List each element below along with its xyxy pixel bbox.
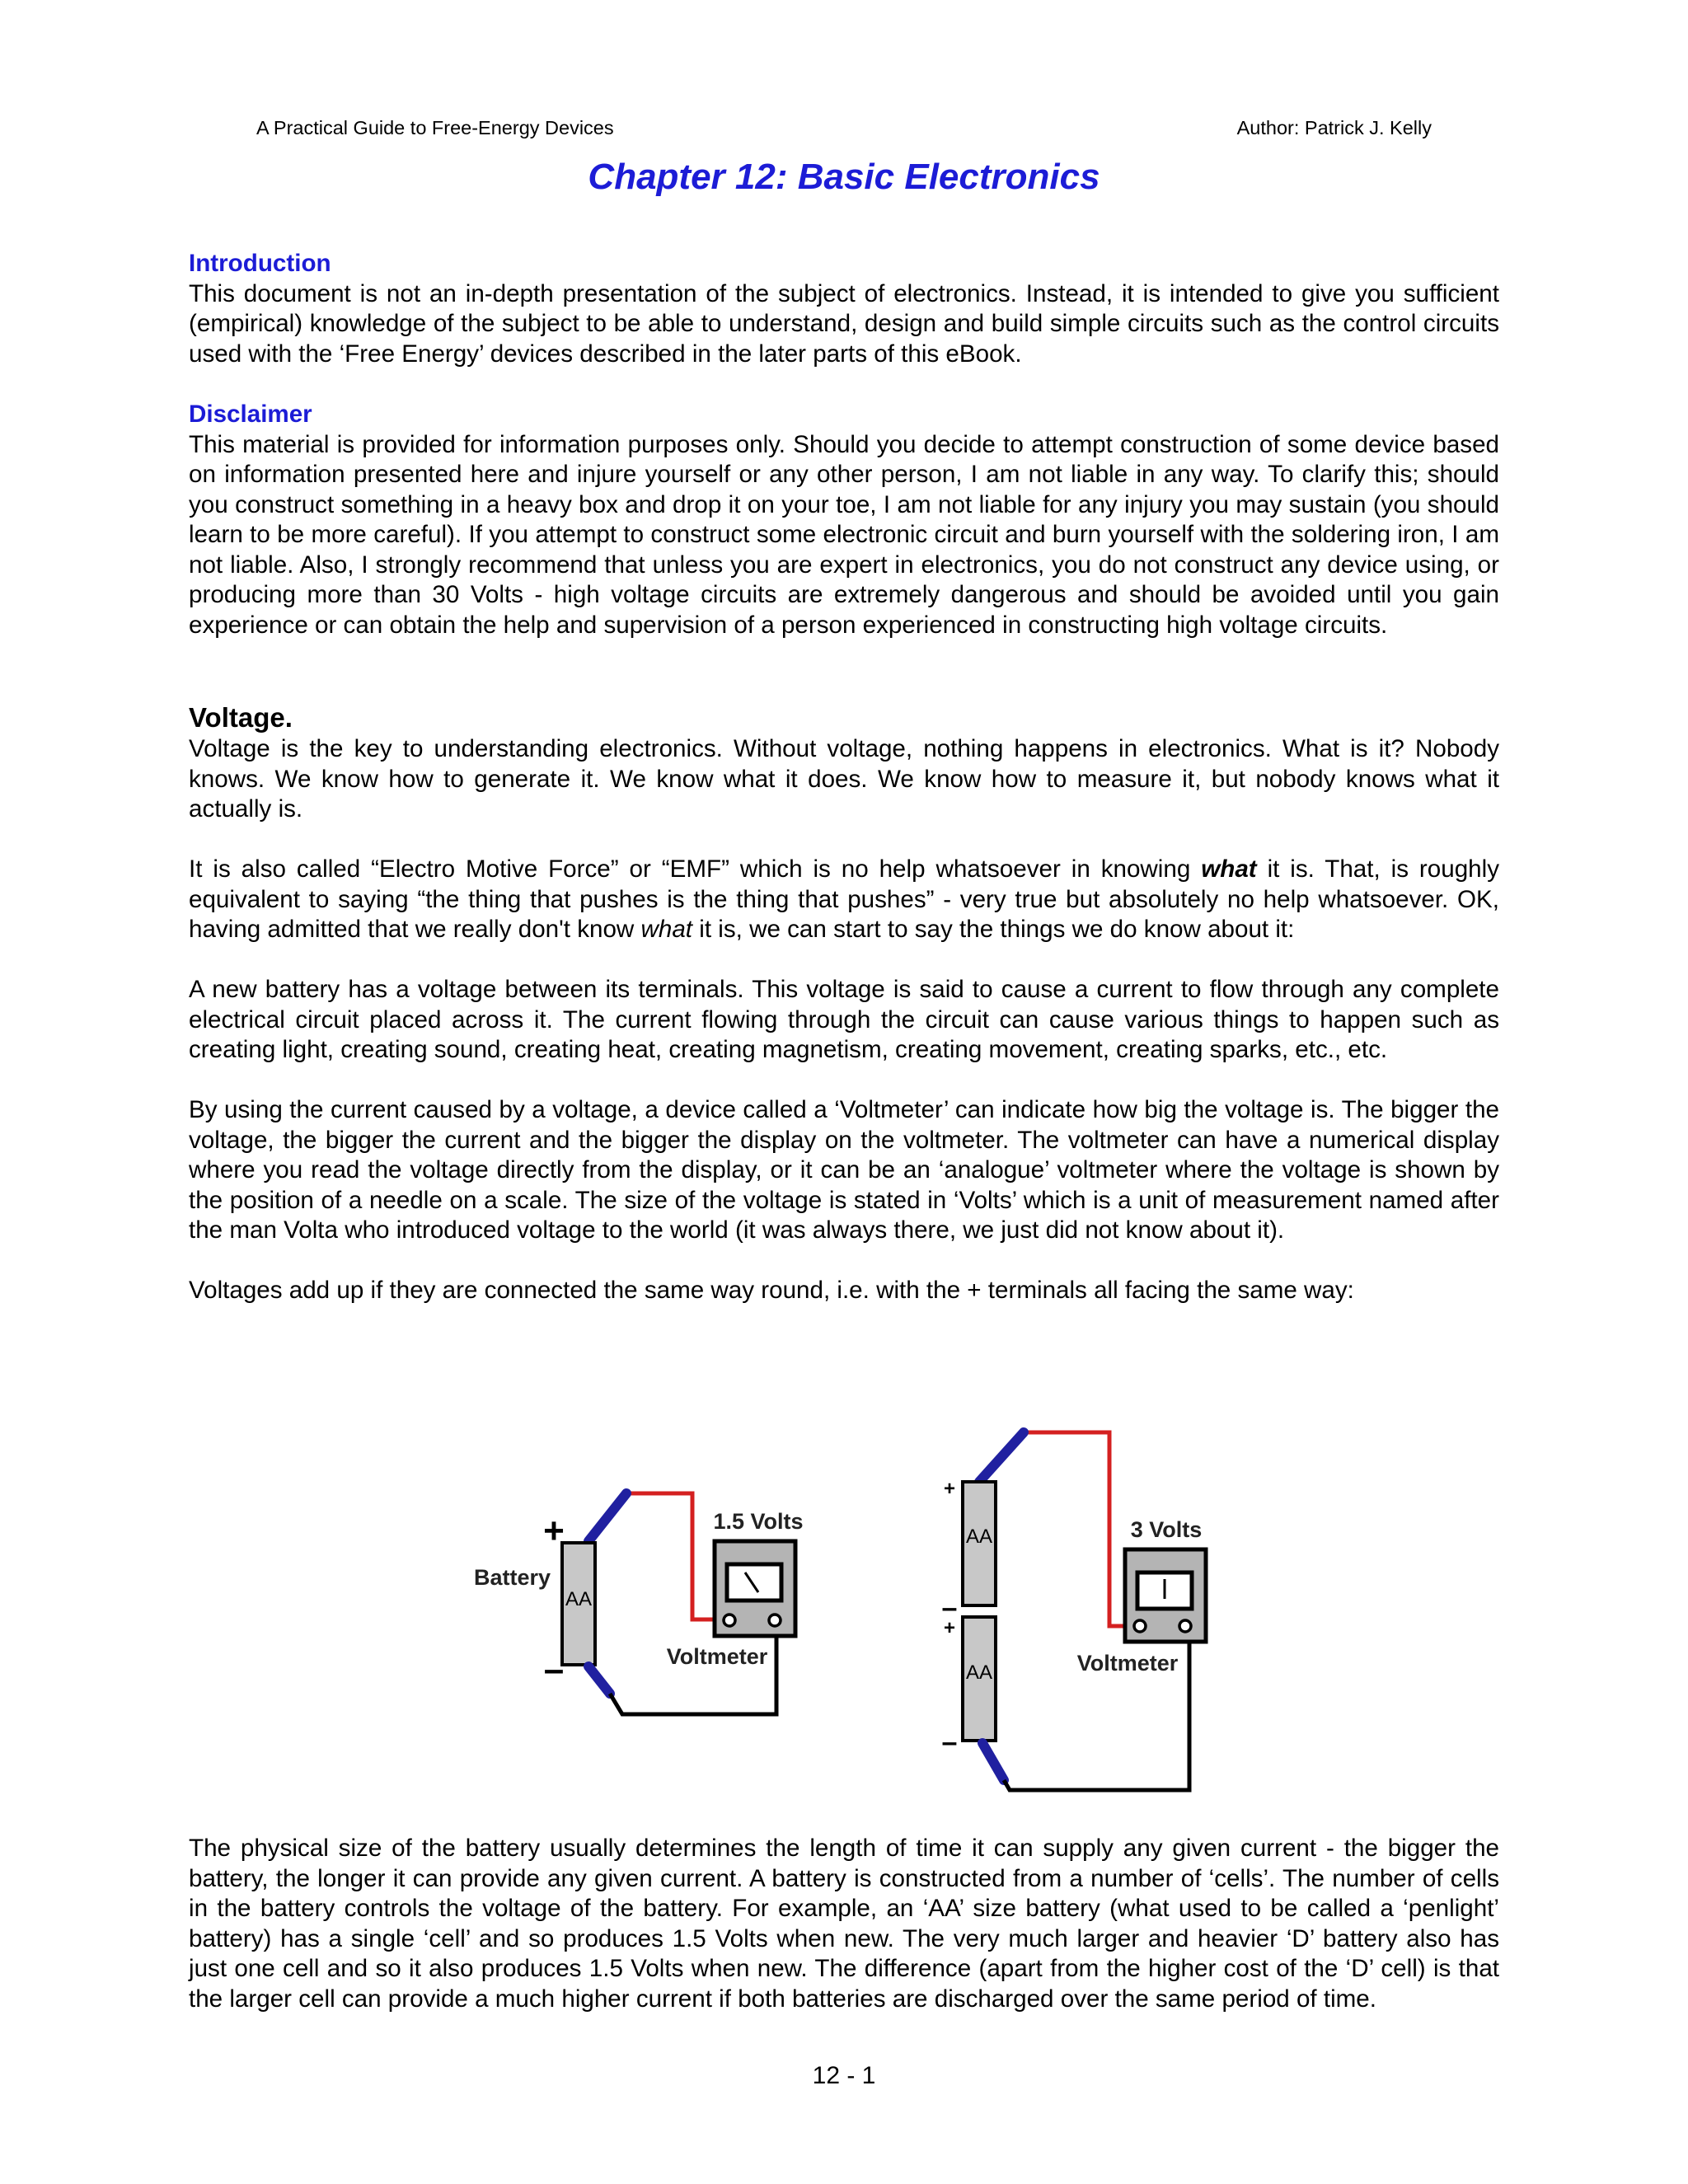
p2-text-e: it is, we can start to say the things we do know about it: (692, 916, 1295, 943)
left-voltmeter-terminal-pos (769, 1615, 781, 1626)
voltage-paragraph-6: The physical size of the battery usually determines the length of time it can supply any given current - the bigger the battery, the longer it can provide any given current. A battery is constructed from a number of ‘cells’. The number of cells in the battery controls the voltage of the battery. For example, an ‘AA’ size battery (what used to be called a ‘penlight’ battery) has a single ‘cell’ and so produces 1.5 Volts when new. The very much larger and heavier ‘D’ battery also has just one cell and so it also produces 1.5 Volts when new. The difference (apart from the higher cost of the ‘D’ cell) is that the larger cell can provide a much higher current if both batteries are discharged over the same period of time. (189, 1835, 1499, 2013)
p2-italic-what: what (640, 916, 693, 943)
running-header-title: A Practical Guide to Free-Energy Devices (256, 117, 614, 138)
running-header-author: Author: Patrick J. Kelly (1236, 117, 1432, 138)
disclaimer-section (189, 400, 1499, 640)
left-battery-label: Battery (474, 1565, 551, 1590)
right-battery-bottom-minus: – (941, 1727, 958, 1758)
right-voltmeter-reading: 3 Volts (1130, 1517, 1203, 1542)
left-voltmeter-dial (727, 1564, 781, 1601)
introduction-paragraph: This document is not an in-depth presentation of the subject of electronics. Instead, it is intended to give you sufficient (empirical) knowledge of the subject to be able to understand, design and build simple circuits such as the control circuits used with the ‘Free Energy’ devices described in the later parts of this eBook. (189, 279, 1499, 368)
right-voltmeter-terminal-neg (1134, 1620, 1146, 1632)
page-number: 12 - 1 (812, 2062, 876, 2089)
right-voltmeter-terminal-pos (1179, 1620, 1191, 1632)
disclaimer-heading: Disclaimer (189, 401, 312, 428)
right-battery-top-minus: – (941, 1592, 958, 1624)
left-battery-minus: – (543, 1649, 565, 1690)
voltage-paragraph-3: A new battery has a voltage between its terminals. This voltage is said to cause a current to flow through any complete electrical circuit placed across it. The current flowing through the circuit can cause various things to happen such as creating light, creating sound, creating heat, creating magnetism, creating movement, creating sparks, etc., etc. (189, 976, 1499, 1063)
left-voltmeter-reading: 1.5 Volts (713, 1509, 804, 1534)
left-battery-cell-label: AA (565, 1588, 593, 1610)
disclaimer-paragraph: This material is provided for information purposes only. Should you decide to attempt construction of some device based on information presented here and injure yourself or any other person, I am not liable in any way. To clarify this; should you construct something in a heavy box and drop it on your toe, I am not liable for any injury you may sustain (you should learn to be more careful). If you attempt to construct some electronic circuit and burn yourself with the soldering iron, I am not liable. Also, I strongly recommend that unless you are expert in electronics, you do not construct any device using, or producing more than 30 Volts - high voltage circuits are extremely dangerous and should be avoided until you gain experience or can obtain the help and supervision of a person experienced in constructing high voltage circuits. (189, 430, 1499, 639)
p2-text-a: It is also called “Electro Motive Force” or “EMF” which is no help whatsoever in knowing (189, 855, 1202, 883)
right-voltmeter-label: Voltmeter (1076, 1651, 1179, 1675)
right-battery-top-plus: + (943, 1478, 956, 1500)
left-voltmeter-terminal-neg (724, 1615, 735, 1626)
voltage-paragraph-5: Voltages add up if they are connected the same way round, i.e. with the + terminals all facing the same way: (189, 1277, 1354, 1304)
voltage-paragraph-2 (189, 855, 1499, 945)
right-battery-top-cell-label: AA (965, 1526, 993, 1548)
chapter-title: Chapter 12: Basic Electronics (588, 157, 1100, 197)
voltage-heading: Voltage. (189, 702, 293, 733)
voltage-paragraph-4: By using the current caused by a voltage, a device called a ‘Voltmeter’ can indicate how big the voltage is. The bigger the voltage, the bigger the current and the bigger the display on the voltmeter. The voltmeter can have a numerical display where you read the voltage directly from the display, or it can be an ‘analogue’ voltmeter where the voltage is shown by the position of a needle on a scale. The size of the voltage is stated in ‘Volts’ which is a unit of measurement named after the man Volta who introduced voltage to the world (it was always there, we just did not know about it). (189, 1096, 1499, 1244)
left-voltmeter-label: Voltmeter (666, 1644, 768, 1669)
voltage-section (189, 701, 1499, 1306)
right-battery-bottom-plus: + (943, 1617, 956, 1639)
left-battery-plus: + (543, 1511, 565, 1551)
p2-text-c: it is. That, is roughly equivalent to saying “the thing that pushes is the thing that pushes” - very true but absolutely no help whatsoever. OK, having admitted that we really don't know (189, 855, 1499, 943)
right-battery-bottom-cell-label: AA (965, 1661, 993, 1684)
introduction-section (189, 249, 1499, 369)
voltage-paragraph-1: Voltage is the key to understanding electronics. Without voltage, nothing happens in electronics. What is it? Nobody knows. We know how to generate it. We know what it does. We know how to measure it, but nobody knows what it actually is. (189, 735, 1499, 823)
introduction-heading: Introduction (189, 250, 331, 277)
p2-emphasis-what: what (1201, 855, 1257, 883)
voltage-addition-figure (313, 1401, 1319, 1797)
battery-size-section (189, 1834, 1499, 2014)
